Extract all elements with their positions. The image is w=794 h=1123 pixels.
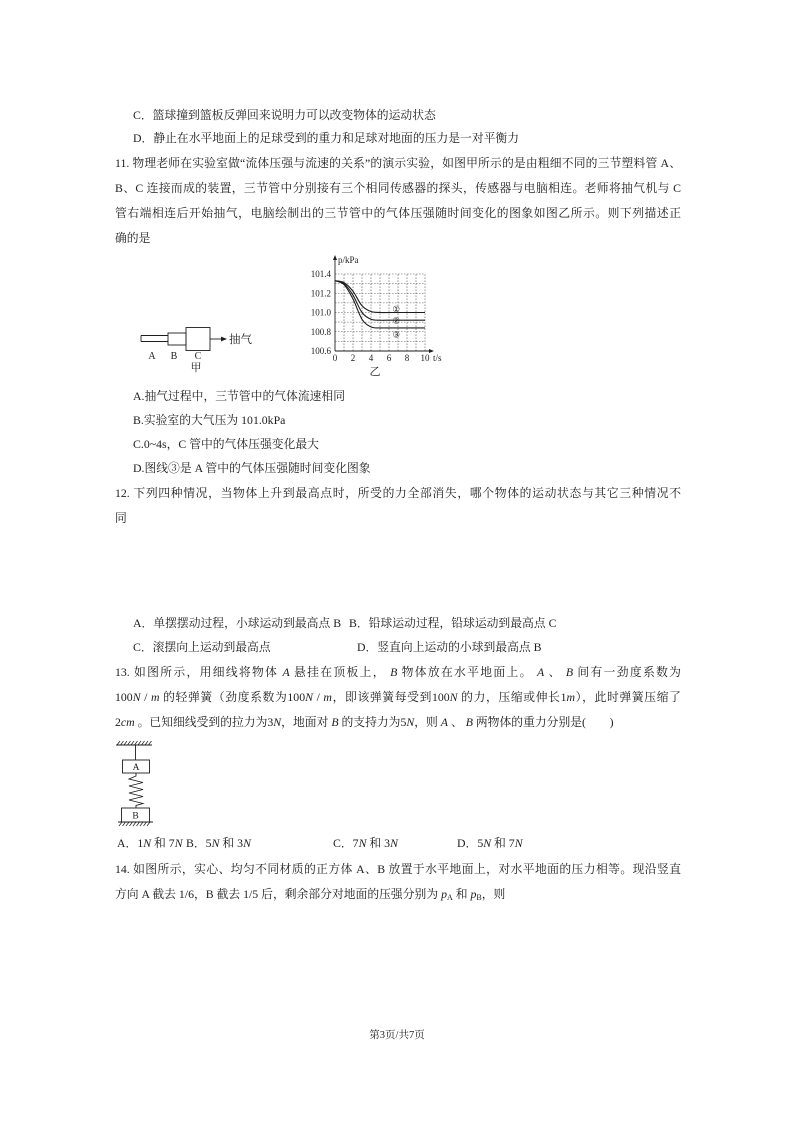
x-tick-label: 6 bbox=[386, 353, 392, 363]
q12-option-a: A．单摆摆动过程，小球运动到最高点 B bbox=[133, 616, 342, 630]
hatch-mark bbox=[121, 741, 124, 745]
math-variable: A bbox=[537, 665, 545, 679]
q12-stem-line-1: 12. 下列四种情况，当物体上升到最高点时，所受的力全部消失，哪个物体的运动状态与其它三种情况不 bbox=[115, 486, 681, 500]
hatch-mark bbox=[135, 741, 138, 745]
q14-stem-line-1: 14. 如图所示，实心、均匀不同材质的正方体 A、B 放置于水平地面上，对水平地面的压力相等。现沿竖直 bbox=[115, 862, 681, 876]
q14-stem-line-2 bbox=[115, 886, 505, 902]
text-segment: 的支持力为5 bbox=[338, 715, 407, 729]
hatch-mark bbox=[149, 741, 152, 745]
q12-stem-line-2: 同 bbox=[115, 511, 127, 525]
math-variable: N bbox=[174, 836, 183, 850]
math-variable: B bbox=[465, 715, 473, 729]
x-axis-label: t/s bbox=[433, 353, 442, 363]
math-variable: N bbox=[273, 715, 282, 729]
text-segment: 100 bbox=[115, 690, 133, 704]
q12-option-d: D．竖直向上运动的小球到最高点 B bbox=[357, 640, 542, 654]
figure-caption-yi: 乙 bbox=[369, 366, 381, 378]
math-variable: N bbox=[390, 836, 398, 850]
text-segment: 物体放在水平地面上。 bbox=[397, 665, 538, 679]
text-segment: ，则 bbox=[414, 715, 441, 729]
page-footer: 第3页/共7页 bbox=[369, 1030, 425, 1041]
math-variable: A bbox=[282, 665, 290, 679]
math-variable: N bbox=[483, 836, 492, 850]
math-variable: m bbox=[323, 690, 332, 704]
suction-arrow-head bbox=[221, 337, 227, 342]
q11-stem-line-4: 确的是 bbox=[115, 231, 151, 245]
text-segment: 的力，压缩或伸长1 bbox=[457, 690, 567, 704]
math-variable: cm bbox=[120, 715, 135, 729]
q13-stem-line-1 bbox=[115, 664, 681, 680]
q11-stem-line-2: B、C 连接而成的装置，三节管中分别接有三个相同传感器的探头，传感器与电脑相连。老师将抽气机与 C bbox=[115, 181, 681, 195]
math-variable: N bbox=[143, 836, 152, 850]
math-variable: B bbox=[565, 665, 574, 679]
math-variable: B bbox=[390, 665, 398, 679]
text-segment: 和 bbox=[452, 887, 471, 901]
x-tick-label: 0 bbox=[332, 353, 338, 363]
text-segment: 。已知细线受到的拉力为3 bbox=[134, 715, 274, 729]
hatch-mark bbox=[131, 741, 134, 745]
y-tick-label: 101.0 bbox=[310, 307, 331, 318]
subscript: A bbox=[446, 893, 453, 902]
text-segment: 两物体的重力分别是( ) bbox=[472, 715, 614, 729]
pipe-c bbox=[186, 328, 210, 351]
text-segment: / bbox=[140, 690, 152, 704]
pipe-a-label: A bbox=[148, 351, 156, 362]
series-label-2: ② bbox=[392, 315, 401, 326]
text-segment: 和 3 bbox=[366, 836, 391, 850]
q11-option-c: C.0~4s，C 管中的气体压强变化最大 bbox=[133, 437, 319, 451]
x-tick-label: 10 bbox=[420, 353, 430, 363]
y-axis-arrow bbox=[333, 255, 337, 260]
hatch-mark bbox=[142, 741, 145, 745]
hatch-mark bbox=[128, 741, 131, 745]
text-segment: D．5 bbox=[457, 836, 484, 850]
text-segment: A．1 bbox=[117, 836, 144, 850]
figure-caption-jia: 甲 bbox=[190, 362, 202, 374]
figure-jia-pipe-apparatus bbox=[130, 318, 270, 378]
text-segment: 和 7 bbox=[491, 836, 515, 850]
y-axis-label: p/kPa bbox=[338, 255, 359, 265]
block-a-label: A bbox=[132, 763, 140, 773]
q13-stem-line-3 bbox=[115, 714, 614, 730]
text-segment: ，即该弹簧每受到100 bbox=[331, 690, 450, 704]
math-variable: B bbox=[331, 715, 339, 729]
q11-stem-line-3: 管右端相连后开始抽气，电脑绘制出的三节管中的气体压强随时间变化的图象如图乙所示。则下列描述正 bbox=[115, 206, 681, 220]
x-tick-label: 8 bbox=[404, 353, 410, 363]
hatch-mark bbox=[117, 741, 120, 745]
math-variable: p bbox=[441, 887, 447, 901]
pipe-b-label: B bbox=[170, 351, 178, 362]
text-segment: 和 3 bbox=[219, 836, 244, 850]
block-b-label: B bbox=[132, 811, 139, 822]
q11-option-b: B.实验室的大气压为 101.0kPa bbox=[133, 413, 286, 427]
q11-stem-line-1: 11. 物理老师在实验室做“流体压强与流速的关系”的演示实验，如图甲所示的是由粗细不同的三节塑料管 A、 bbox=[115, 156, 681, 170]
hatch-mark bbox=[119, 822, 122, 826]
math-variable: N bbox=[449, 690, 458, 704]
text-segment: 2 bbox=[115, 715, 121, 729]
figure-spring-blocks bbox=[110, 738, 160, 830]
ceiling-hatch bbox=[117, 741, 152, 745]
text-segment: 、 bbox=[448, 715, 466, 729]
math-variable: N bbox=[211, 836, 220, 850]
pipe-c-label: C bbox=[194, 351, 202, 362]
hatch-mark bbox=[124, 741, 127, 745]
math-variable: N bbox=[243, 836, 251, 850]
text-segment: / bbox=[312, 690, 324, 704]
text-segment: 的轻弹簧（劲度系数为100 bbox=[159, 690, 306, 704]
math-variable: m bbox=[151, 690, 160, 704]
pipe-b bbox=[168, 333, 186, 345]
y-tick-label: 101.2 bbox=[310, 288, 331, 299]
hatch-mark bbox=[147, 822, 150, 826]
q13-option-d bbox=[457, 835, 523, 851]
text-segment: C．7 bbox=[333, 836, 359, 850]
figure-yi-pressure-time-chart bbox=[295, 252, 450, 380]
math-variable: N bbox=[514, 836, 523, 850]
ground-hatch bbox=[119, 822, 150, 826]
text-segment: 13. 如图所示，用细线将物体 bbox=[115, 665, 283, 679]
q10-option-c: C．篮球撞到篮板反弹回来说明力可以改变物体的运动状态 bbox=[133, 108, 436, 122]
q13-option-a bbox=[117, 835, 183, 851]
hatch-mark bbox=[140, 822, 143, 826]
math-variable: N bbox=[132, 690, 141, 704]
math-variable: p bbox=[470, 887, 477, 901]
q12-option-c: C．滚摆向上运动到最高点 bbox=[133, 640, 271, 654]
subscript: B bbox=[476, 893, 482, 902]
spring bbox=[129, 773, 143, 808]
hatch-mark bbox=[126, 822, 129, 826]
suction-label: 抽气 bbox=[229, 334, 252, 346]
series-label-3: ③ bbox=[392, 329, 401, 340]
text-segment: 和 7 bbox=[151, 836, 175, 850]
math-variable: N bbox=[305, 690, 313, 704]
text-segment: ，则 bbox=[481, 887, 506, 901]
text-segment: ），此时弹簧压缩了 bbox=[575, 690, 681, 704]
math-variable: A bbox=[440, 715, 449, 729]
q11-option-a: A.抽气过程中，三节管中的气体流速相同 bbox=[133, 389, 346, 403]
hatch-mark bbox=[144, 822, 147, 826]
q12-option-b: B．铅球运动过程，铅球运动到最高点 C bbox=[349, 616, 557, 630]
text-segment: 悬挂在顶板上， bbox=[289, 665, 391, 679]
q13-option-c bbox=[333, 835, 398, 851]
text-segment: 、 bbox=[544, 665, 566, 679]
hatch-mark bbox=[145, 741, 148, 745]
text-segment: B．5 bbox=[186, 836, 212, 850]
hatch-mark bbox=[130, 822, 133, 826]
math-variable: m bbox=[566, 690, 576, 704]
x-tick-label: 2 bbox=[350, 353, 356, 363]
hatch-mark bbox=[123, 822, 126, 826]
series-label-1: ① bbox=[392, 304, 401, 314]
text-segment: 间有一劲度系数为 bbox=[573, 665, 681, 679]
y-tick-label: 101.4 bbox=[310, 269, 331, 279]
hatch-mark bbox=[133, 822, 136, 826]
x-tick-label: 4 bbox=[368, 353, 374, 363]
hatch-mark bbox=[137, 822, 140, 826]
q13-option-b bbox=[186, 835, 251, 851]
q13-stem-line-2 bbox=[115, 689, 681, 705]
q11-option-d: D.图线③是 A 管中的气体压强随时间变化图象 bbox=[133, 461, 371, 475]
hatch-mark bbox=[138, 741, 141, 745]
math-variable: N bbox=[358, 836, 367, 850]
math-variable: N bbox=[406, 715, 415, 729]
y-tick-label: 100.8 bbox=[310, 326, 331, 337]
text-segment: 方向 A 截去 1/6，B 截去 1/5 后，剩余部分对地面的压强分别为 bbox=[115, 887, 442, 901]
q10-option-d: D．静止在水平地面上的足球受到的重力和足球对地面的压力是一对平衡力 bbox=[133, 131, 520, 145]
text-segment: ，地面对 bbox=[281, 715, 332, 729]
y-tick-label: 100.6 bbox=[310, 346, 331, 356]
